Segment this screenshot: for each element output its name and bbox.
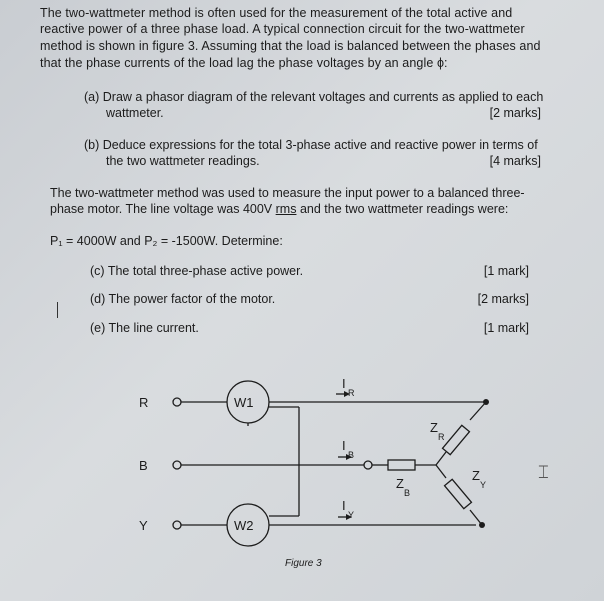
phase-label-y: Y <box>139 518 148 533</box>
impedance-zr-sub: R <box>438 432 445 442</box>
impedance-zb <box>388 460 415 470</box>
intro-line-2: reactive power of a three phase load. A typical connection circuit for the two-wattmeter <box>40 22 525 36</box>
impedance-zy-label: Z <box>472 468 480 483</box>
scenario-line-2-post: and the two wattmeter readings were: <box>299 202 509 216</box>
question-a-line-2: wattmeter. <box>106 106 164 120</box>
rms-term: rms <box>275 202 297 216</box>
terminal-y <box>173 521 181 529</box>
current-ib-label: I <box>342 438 346 453</box>
question-d-marks: [2 marks] <box>477 292 529 306</box>
impedance-zb-label: Z <box>396 476 404 491</box>
question-a-line-1: (a) Draw a phasor diagram of the relevant voltages and currents as applied to each <box>84 90 544 104</box>
scenario-line-2-pre: phase motor. The line voltage was 400V <box>50 202 273 216</box>
current-ib-sub: B <box>348 450 355 460</box>
wattmeter-readings: P₁ = 4000W and P₂ = -1500W. Determine: <box>50 234 283 248</box>
question-e-marks: [1 mark] <box>483 321 529 335</box>
intro-line-1: The two-wattmeter method is often used for the measurement of the total active and <box>40 6 513 20</box>
phase-label-r: R <box>139 395 149 410</box>
question-b-line-2: the two wattmeter readings. <box>106 154 260 168</box>
impedance-zr <box>443 425 470 454</box>
wattmeter-w1-label: W1 <box>234 395 254 410</box>
question-d: (d) The power factor of the motor. <box>90 292 276 306</box>
node-y <box>479 522 485 528</box>
wattmeter-w2-label: W2 <box>234 518 254 533</box>
node-r <box>483 399 489 405</box>
intro-line-3: method is shown in figure 3. Assuming that the load is balanced between the phases and <box>40 39 541 53</box>
current-iy-sub: Y <box>348 510 355 520</box>
current-ir-label: I <box>342 376 346 391</box>
terminal-b <box>173 461 181 469</box>
impedance-zr-label: Z <box>430 420 438 435</box>
text-cursor-mark <box>57 302 58 318</box>
question-e: (e) The line current. <box>90 321 199 335</box>
current-iy-label: I <box>342 498 346 513</box>
impedance-zy-sub: Y <box>480 480 487 490</box>
intro-line-4: that the phase currents of the load lag the phase voltages by an angle ϕ: <box>40 56 448 70</box>
question-c-marks: [1 mark] <box>483 264 529 278</box>
question-b-marks: [4 marks] <box>489 154 541 168</box>
scenario-line-2 <box>50 202 508 216</box>
scenario-line-1: The two-wattmeter method was used to measure the input power to a balanced three- <box>50 186 525 200</box>
question-a-marks: [2 marks] <box>489 106 541 120</box>
terminal-r <box>173 398 181 406</box>
impedance-zb-sub: B <box>404 488 411 498</box>
question-b-line-1: (b) Deduce expressions for the total 3-phase active and reactive power in terms of <box>84 138 538 152</box>
question-c: (c) The total three-phase active power. <box>90 264 304 278</box>
impedance-zy <box>445 479 472 508</box>
figure-caption: Figure 3 <box>285 558 322 569</box>
current-ir-sub: R <box>348 388 355 398</box>
phase-label-b: B <box>139 458 148 473</box>
text-cursor-icon: ⌶ <box>538 462 549 482</box>
